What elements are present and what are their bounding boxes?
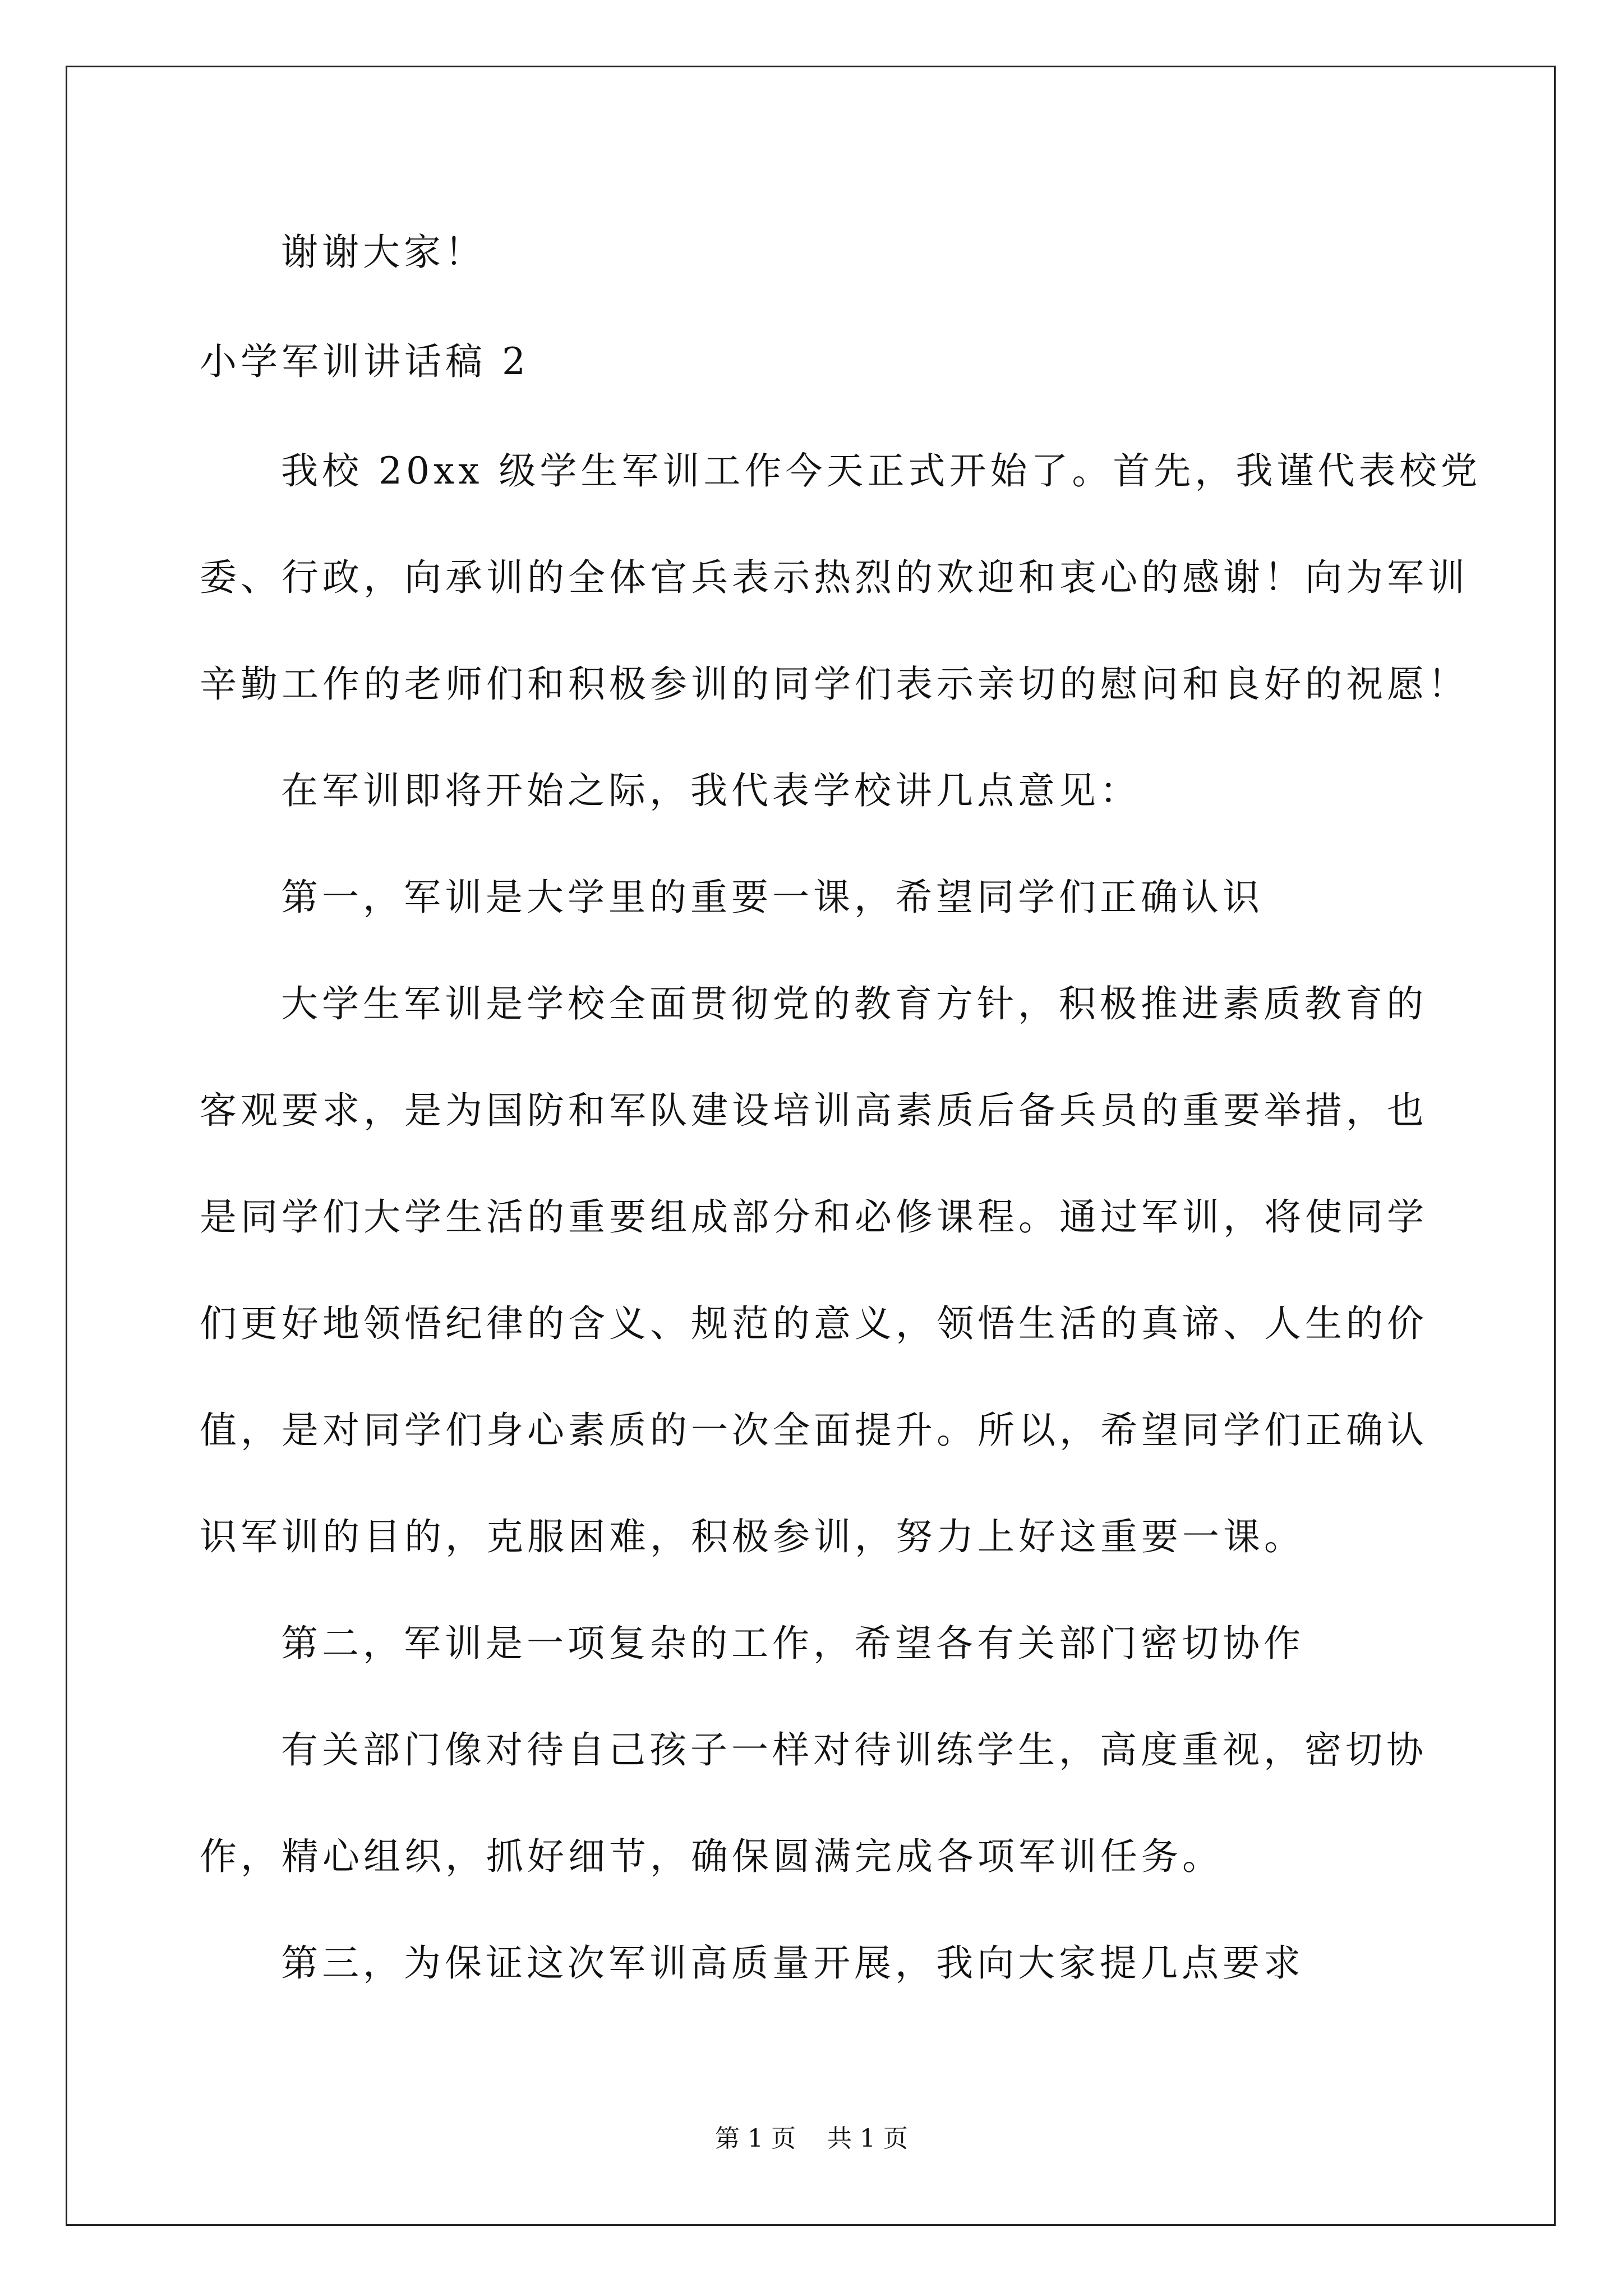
page-border [66,66,1556,2226]
point-heading: 第三，为保证这次军训高质量开展，我向大家提几点要求 [281,1941,1304,1985]
paragraph-line: 大学生军训是学校全面贯彻党的教育方针，积极推进素质教育的 [281,982,1427,1025]
paragraph-line: 值，是对同学们身心素质的一次全面提升。所以，希望同学们正确认 [200,1409,1428,1452]
paragraph-line: 委、行政，向承训的全体官兵表示热烈的欢迎和衷心的感谢！向为军训 [200,556,1469,599]
paragraph-line: 在军训即将开始之际，我代表学校讲几点意见： [281,769,1141,812]
closing-line: 谢谢大家！ [281,231,486,274]
section-title: 小学军训讲话稿 2 [200,340,529,383]
point-heading: 第二，军训是一项复杂的工作，希望各有关部门密切协作 [281,1622,1304,1665]
paragraph-line: 辛勤工作的老师们和积极参训的同学们表示亲切的慰问和良好的祝愿！ [200,662,1469,706]
paragraph-line: 们更好地领悟纪律的含义、规范的意义，领悟生活的真谛、人生的价 [200,1302,1428,1345]
paragraph-line: 是同学们大学生活的重要组成部分和必修课程。通过军训，将使同学 [200,1195,1428,1239]
paragraph-line: 我校 20xx 级学生军训工作今天正式开始了。首先，我谨代表校党 [281,449,1482,493]
paragraph-line: 识军训的目的，克服困难，积极参训，努力上好这重要一课。 [200,1515,1305,1558]
page-number-footer: 第 1 页 共 1 页 [715,2124,908,2153]
paragraph-line: 有关部门像对待自己孩子一样对待训练学生，高度重视，密切协 [281,1728,1427,1772]
paragraph-line: 客观要求，是为国防和军队建设培训高素质后备兵员的重要举措，也 [200,1089,1428,1132]
point-heading: 第一，军训是大学里的重要一课，希望同学们正确认识 [281,876,1264,919]
paragraph-line: 作，精心组织，抓好细节，确保圆满完成各项军训任务。 [200,1835,1223,1878]
